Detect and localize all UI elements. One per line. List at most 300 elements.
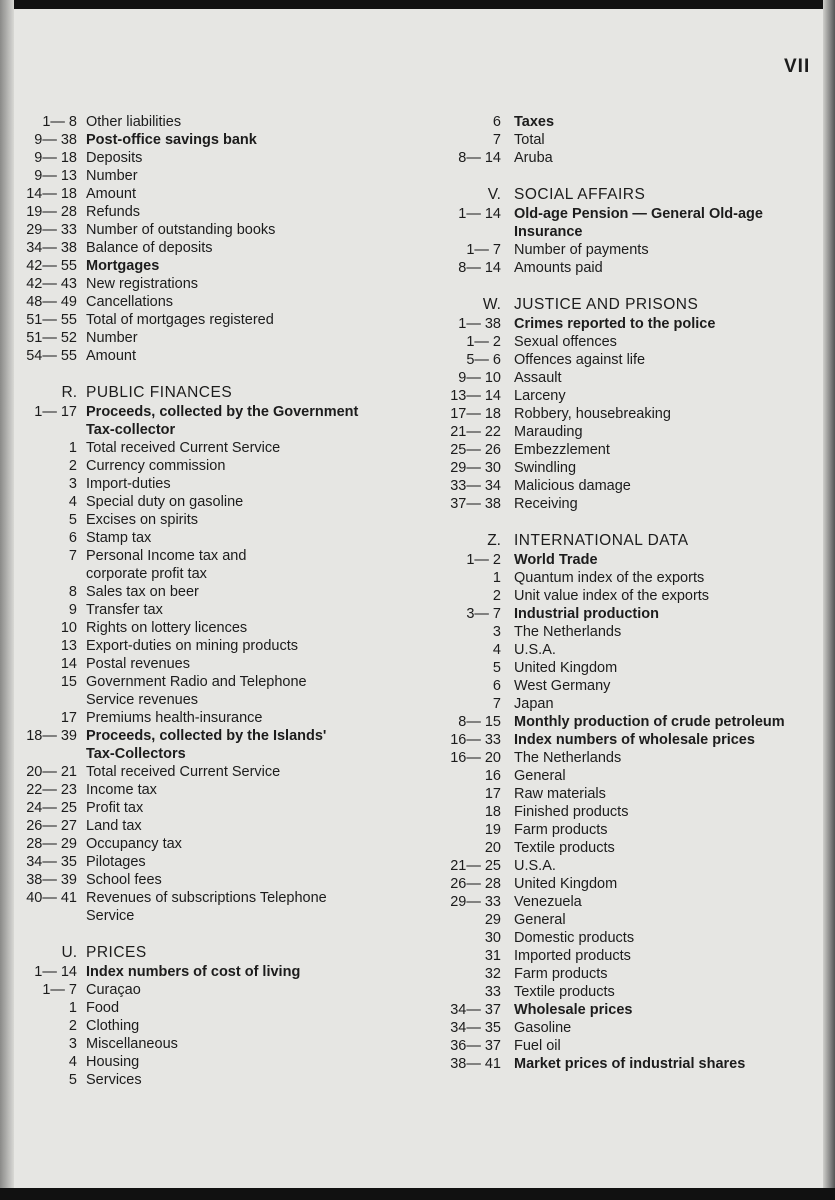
section-heading xyxy=(440,296,810,315)
entry-title: Miscellaneous xyxy=(86,1036,178,1052)
table-numbers: 3 xyxy=(68,1036,77,1052)
table-numbers: 29— 33 xyxy=(26,222,77,238)
scan-right-edge xyxy=(823,0,835,1200)
index-entry xyxy=(20,311,350,329)
index-entry xyxy=(20,185,350,203)
index-entry xyxy=(20,131,350,149)
index-entry xyxy=(20,583,350,601)
entry-title: Number xyxy=(86,330,138,346)
entry-title: Robbery, housebreaking xyxy=(514,406,671,422)
index-entry xyxy=(20,889,350,907)
table-numbers: 51— 52 xyxy=(26,330,77,346)
index-entry xyxy=(440,713,810,731)
index-entry xyxy=(20,709,350,727)
index-entry xyxy=(20,673,350,691)
entry-title: Currency commission xyxy=(86,458,226,474)
entry-title: Amount xyxy=(86,186,136,202)
section-letter: Z. xyxy=(487,532,501,549)
entry-title: Amounts paid xyxy=(514,260,603,276)
entry-title: Total received Current Service xyxy=(86,764,281,780)
entry-title: Fuel oil xyxy=(514,1038,561,1054)
table-numbers: 9— 38 xyxy=(34,132,77,148)
entry-title: Larceny xyxy=(514,388,566,404)
entry-title: Index numbers of cost of living xyxy=(86,964,301,980)
entry-title: The Netherlands xyxy=(514,750,622,766)
index-entry xyxy=(440,495,810,513)
entry-title: Proceeds, collected by the Government xyxy=(86,404,359,420)
index-entry xyxy=(20,565,350,583)
table-numbers: 18— 39 xyxy=(26,728,77,744)
index-entry xyxy=(20,1017,350,1035)
table-numbers: 28— 29 xyxy=(26,836,77,852)
entry-title: Service revenues xyxy=(86,692,199,708)
table-numbers: 34— 35 xyxy=(26,854,77,870)
entry-title: Industrial production xyxy=(514,606,659,622)
index-entry xyxy=(440,677,810,695)
table-numbers: 9 xyxy=(68,602,77,618)
entry-title: Sexual offences xyxy=(514,334,617,350)
index-entry xyxy=(440,1019,810,1037)
index-entry xyxy=(440,149,810,167)
table-numbers: 38— 41 xyxy=(450,1056,501,1072)
index-entry xyxy=(440,965,810,983)
index-entry xyxy=(440,259,810,277)
table-numbers: 29 xyxy=(484,912,501,928)
table-numbers: 36— 37 xyxy=(450,1038,501,1054)
table-numbers: 29— 33 xyxy=(450,894,501,910)
section-letter: W. xyxy=(482,296,501,313)
scan-bottom-border xyxy=(0,1188,835,1200)
table-numbers: 1— 2 xyxy=(466,552,501,568)
index-entry xyxy=(440,821,810,839)
table-numbers: 4 xyxy=(68,494,77,510)
table-numbers: 17 xyxy=(484,786,501,802)
entry-title: Tax-Collectors xyxy=(86,746,186,762)
entry-title: Old-age Pension — General Old-age xyxy=(514,206,763,222)
table-numbers: 1— 7 xyxy=(466,242,501,258)
entry-title: Government Radio and Telephone xyxy=(86,674,307,690)
entry-title: Transfer tax xyxy=(86,602,163,618)
entry-title: Gasoline xyxy=(514,1020,572,1036)
entry-title: Insurance xyxy=(514,224,583,240)
section-heading xyxy=(20,384,350,403)
table-numbers: 1— 14 xyxy=(458,206,501,222)
table-numbers: 3 xyxy=(492,624,501,640)
index-entry xyxy=(20,203,350,221)
index-entry xyxy=(440,241,810,259)
scan-top-border xyxy=(0,0,835,9)
entry-title: Special duty on gasoline xyxy=(86,494,244,510)
entry-title: Amount xyxy=(86,348,136,364)
entry-title: West Germany xyxy=(514,678,611,694)
table-numbers xyxy=(20,691,86,709)
table-numbers: 6 xyxy=(68,530,77,546)
index-entry xyxy=(20,655,350,673)
index-entry xyxy=(440,477,810,495)
entry-title: Services xyxy=(86,1072,142,1088)
table-numbers: 38— 39 xyxy=(26,872,77,888)
index-entry xyxy=(440,929,810,947)
table-numbers: 26— 27 xyxy=(26,818,77,834)
table-numbers: 24— 25 xyxy=(26,800,77,816)
index-entry xyxy=(20,439,350,457)
entry-title: The Netherlands xyxy=(514,624,622,640)
entry-title: Pilotages xyxy=(86,854,146,870)
section-letter: R. xyxy=(61,384,77,401)
entry-title: Balance of deposits xyxy=(86,240,213,256)
index-entry xyxy=(20,329,350,347)
table-numbers: 10 xyxy=(60,620,77,636)
entry-title: Import-duties xyxy=(86,476,171,492)
index-entry xyxy=(440,875,810,893)
entry-title: Textile products xyxy=(514,840,615,856)
table-numbers: 13— 14 xyxy=(450,388,501,404)
entry-title: Textile products xyxy=(514,984,615,1000)
entry-title: Number xyxy=(86,168,138,184)
entry-title: Raw materials xyxy=(514,786,606,802)
table-numbers: 1 xyxy=(68,440,77,456)
entry-title: Income tax xyxy=(86,782,157,798)
table-numbers: 5 xyxy=(492,660,501,676)
table-numbers: 9— 13 xyxy=(34,168,77,184)
scan-left-edge xyxy=(0,0,14,1200)
entry-title: Premiums health-insurance xyxy=(86,710,263,726)
index-entry xyxy=(20,421,350,439)
table-numbers: 8— 14 xyxy=(458,150,501,166)
entry-title: New registrations xyxy=(86,276,199,292)
index-entry xyxy=(440,315,810,333)
table-numbers: 34— 38 xyxy=(26,240,77,256)
index-entry xyxy=(440,1055,810,1073)
index-entry xyxy=(440,911,810,929)
section-heading xyxy=(440,532,810,551)
table-numbers xyxy=(20,565,86,583)
table-numbers: 18 xyxy=(484,804,501,820)
index-entry xyxy=(20,1035,350,1053)
index-entry xyxy=(20,601,350,619)
table-numbers: 13 xyxy=(60,638,77,654)
table-numbers: 1— 7 xyxy=(42,982,77,998)
index-entry xyxy=(20,853,350,871)
table-numbers: 15 xyxy=(60,674,77,690)
index-entry xyxy=(20,963,350,981)
entry-title: Food xyxy=(86,1000,120,1016)
section-title: SOCIAL AFFAIRS xyxy=(514,186,646,203)
index-entry xyxy=(20,275,350,293)
table-numbers xyxy=(20,745,86,763)
table-numbers: 34— 35 xyxy=(450,1020,501,1036)
entry-title: Monthly production of crude petroleum xyxy=(514,714,785,730)
index-entry xyxy=(20,403,359,421)
table-numbers: 21— 25 xyxy=(450,858,501,874)
entry-title: corporate profit tax xyxy=(86,566,207,582)
table-numbers: 33— 34 xyxy=(450,478,501,494)
index-entry xyxy=(20,835,350,853)
index-entry xyxy=(440,839,810,857)
table-numbers: 33 xyxy=(484,984,501,1000)
index-entry xyxy=(440,551,810,569)
table-numbers: 1— 17 xyxy=(34,404,77,420)
entry-title: United Kingdom xyxy=(514,660,618,676)
index-entry xyxy=(20,907,350,925)
entry-title: Deposits xyxy=(86,150,143,166)
table-numbers: 2 xyxy=(492,588,501,604)
index-entry xyxy=(20,457,350,475)
table-numbers: 17 xyxy=(60,710,77,726)
entry-title: Excises on spirits xyxy=(86,512,199,528)
table-numbers: 22— 23 xyxy=(26,782,77,798)
index-entry xyxy=(440,387,810,405)
index-entry xyxy=(20,763,350,781)
entry-title: World Trade xyxy=(514,552,598,568)
table-numbers: 14 xyxy=(60,656,77,672)
entry-title: Wholesale prices xyxy=(514,1002,633,1018)
table-numbers: 51— 55 xyxy=(26,312,77,328)
entry-title: Finished products xyxy=(514,804,629,820)
index-entry xyxy=(440,659,810,677)
index-entry xyxy=(440,587,810,605)
table-numbers: 16— 33 xyxy=(450,732,501,748)
entry-title: U.S.A. xyxy=(514,642,556,658)
index-entry xyxy=(20,999,350,1017)
entry-title: Japan xyxy=(514,696,554,712)
index-entry xyxy=(20,547,350,565)
index-column-right xyxy=(440,113,810,1073)
entry-title: Crimes reported to the police xyxy=(514,316,716,332)
entry-title: Aruba xyxy=(514,150,553,166)
entry-title: Market prices of industrial shares xyxy=(514,1056,746,1072)
table-numbers: 7 xyxy=(492,696,501,712)
entry-title: Farm products xyxy=(514,822,608,838)
table-numbers xyxy=(20,421,86,439)
index-entry xyxy=(20,871,350,889)
index-entry xyxy=(440,351,810,369)
index-entry xyxy=(20,475,350,493)
index-entry xyxy=(20,347,350,365)
table-numbers: 30 xyxy=(484,930,501,946)
index-entry xyxy=(440,767,810,785)
section-heading xyxy=(440,186,810,205)
index-entry xyxy=(20,781,350,799)
table-numbers: 25— 26 xyxy=(450,442,501,458)
table-numbers xyxy=(20,907,86,925)
table-numbers: 14— 18 xyxy=(26,186,77,202)
index-entry xyxy=(20,149,350,167)
entry-title: United Kingdom xyxy=(514,876,618,892)
section-title: INTERNATIONAL DATA xyxy=(514,532,689,549)
table-numbers: 6 xyxy=(492,678,501,694)
table-numbers: 16 xyxy=(484,768,501,784)
entry-title: Proceeds, collected by the Islands' xyxy=(86,728,327,744)
index-entry xyxy=(440,441,810,459)
table-numbers: 20 xyxy=(484,840,501,856)
table-numbers: 8 xyxy=(68,584,77,600)
table-numbers: 2 xyxy=(68,458,77,474)
entry-title: Cancellations xyxy=(86,294,174,310)
entry-title: Malicious damage xyxy=(514,478,631,494)
index-entry xyxy=(440,1037,810,1055)
table-numbers: 8— 15 xyxy=(458,714,501,730)
entry-title: Domestic products xyxy=(514,930,635,946)
entry-title: General xyxy=(514,912,566,928)
section-letter: U. xyxy=(61,944,77,961)
entry-title: Service xyxy=(86,908,135,924)
section-title: JUSTICE AND PRISONS xyxy=(514,296,699,313)
table-numbers: 17— 18 xyxy=(450,406,501,422)
table-numbers: 1— 14 xyxy=(34,964,77,980)
entry-title: U.S.A. xyxy=(514,858,556,874)
index-column-left xyxy=(20,113,359,1089)
table-numbers: 42— 55 xyxy=(26,258,77,274)
entry-title: Tax-collector xyxy=(86,422,176,438)
index-entry xyxy=(20,493,350,511)
entry-title: Marauding xyxy=(514,424,583,440)
table-numbers: 19 xyxy=(484,822,501,838)
index-entry xyxy=(20,727,350,745)
index-entry xyxy=(440,113,810,131)
index-entry xyxy=(440,459,810,477)
entry-title: Taxes xyxy=(514,114,555,130)
index-entry xyxy=(440,569,810,587)
table-numbers: 8— 14 xyxy=(458,260,501,276)
index-entry xyxy=(20,511,350,529)
index-entry xyxy=(20,981,350,999)
table-numbers: 4 xyxy=(68,1054,77,1070)
table-numbers: 5 xyxy=(68,512,77,528)
entry-title: Post-office savings bank xyxy=(86,132,257,148)
entry-title: Receiving xyxy=(514,496,578,512)
index-entry xyxy=(440,623,810,641)
index-entry xyxy=(440,423,810,441)
entry-title: Index numbers of wholesale prices xyxy=(514,732,755,748)
table-numbers: 3— 7 xyxy=(466,606,501,622)
index-entry xyxy=(20,167,350,185)
index-entry xyxy=(440,223,810,241)
table-numbers: 48— 49 xyxy=(26,294,77,310)
index-entry xyxy=(440,641,810,659)
index-entry xyxy=(440,785,810,803)
entry-title: Total xyxy=(514,132,545,148)
index-entry xyxy=(20,745,350,763)
entry-title: Sales tax on beer xyxy=(86,584,199,600)
entry-title: Other liabilities xyxy=(86,114,182,130)
entry-title: Total of mortgages registered xyxy=(86,312,274,328)
table-numbers: 26— 28 xyxy=(450,876,501,892)
entry-title: Venezuela xyxy=(514,894,582,910)
entry-title: Number of payments xyxy=(514,242,649,258)
table-numbers: 1— 2 xyxy=(466,334,501,350)
index-entry xyxy=(440,1001,810,1019)
entry-title: Land tax xyxy=(86,818,142,834)
entry-title: Clothing xyxy=(86,1018,140,1034)
entry-title: Occupancy tax xyxy=(86,836,182,852)
entry-title: Refunds xyxy=(86,204,141,220)
index-entry xyxy=(440,893,810,911)
table-numbers: 1— 38 xyxy=(458,316,501,332)
table-numbers: 29— 30 xyxy=(450,460,501,476)
index-entry xyxy=(440,605,810,623)
table-numbers: 9— 10 xyxy=(458,370,501,386)
section-heading xyxy=(20,944,350,963)
table-numbers: 7 xyxy=(492,132,501,148)
entry-title: Imported products xyxy=(514,948,631,964)
index-entry xyxy=(440,333,810,351)
entry-title: Rights on lottery licences xyxy=(86,620,248,636)
entry-title: Unit value index of the exports xyxy=(514,588,710,604)
index-entry xyxy=(20,817,350,835)
index-entry xyxy=(20,257,350,275)
entry-title: General xyxy=(514,768,566,784)
table-numbers: 9— 18 xyxy=(34,150,77,166)
index-entry xyxy=(440,803,810,821)
entry-title: Personal Income tax and xyxy=(86,548,247,564)
table-numbers xyxy=(440,223,514,241)
entry-title: Housing xyxy=(86,1054,140,1070)
table-numbers: 20— 21 xyxy=(26,764,77,780)
section-letter: V. xyxy=(487,186,501,203)
index-entry xyxy=(440,695,810,713)
index-entry xyxy=(20,619,350,637)
index-entry xyxy=(20,221,350,239)
table-numbers: 21— 22 xyxy=(450,424,501,440)
table-numbers: 19— 28 xyxy=(26,204,77,220)
table-numbers: 2 xyxy=(68,1018,77,1034)
table-numbers: 7 xyxy=(68,548,77,564)
index-entry xyxy=(20,691,350,709)
index-entry xyxy=(20,1053,350,1071)
section-title: PRICES xyxy=(86,944,147,961)
index-entry xyxy=(440,749,810,767)
index-entry xyxy=(20,637,350,655)
index-entry xyxy=(20,239,350,257)
entry-title: Revenues of subscriptions Telephone xyxy=(86,890,327,906)
table-numbers: 42— 43 xyxy=(26,276,77,292)
entry-title: Assault xyxy=(514,370,562,386)
entry-title: Postal revenues xyxy=(86,656,190,672)
index-entry xyxy=(440,131,810,149)
entry-title: Stamp tax xyxy=(86,530,152,546)
table-numbers: 16— 20 xyxy=(450,750,501,766)
index-entry xyxy=(440,983,810,1001)
table-numbers: 40— 41 xyxy=(26,890,77,906)
table-numbers: 37— 38 xyxy=(450,496,501,512)
entry-title: Swindling xyxy=(514,460,577,476)
entry-title: Number of outstanding books xyxy=(86,222,276,238)
entry-title: Farm products xyxy=(514,966,608,982)
table-numbers: 5 xyxy=(68,1072,77,1088)
table-numbers: 6 xyxy=(492,114,501,130)
table-numbers: 5— 6 xyxy=(466,352,501,368)
table-numbers: 1— 8 xyxy=(42,114,77,130)
entry-title: Embezzlement xyxy=(514,442,610,458)
index-entry xyxy=(440,731,810,749)
index-entry xyxy=(20,529,350,547)
entry-title: Export-duties on mining products xyxy=(86,638,298,654)
entry-title: Offences against life xyxy=(514,352,646,368)
index-entry xyxy=(440,947,810,965)
section-title: PUBLIC FINANCES xyxy=(86,384,233,401)
entry-title: Curaçao xyxy=(86,982,141,998)
index-entry xyxy=(20,293,350,311)
index-entry xyxy=(440,369,810,387)
table-numbers: 3 xyxy=(68,476,77,492)
page-number: VII xyxy=(784,56,811,77)
table-numbers: 1 xyxy=(492,570,501,586)
table-numbers: 54— 55 xyxy=(26,348,77,364)
table-numbers: 34— 37 xyxy=(450,1002,501,1018)
table-numbers: 4 xyxy=(492,642,501,658)
table-numbers: 32 xyxy=(484,966,501,982)
